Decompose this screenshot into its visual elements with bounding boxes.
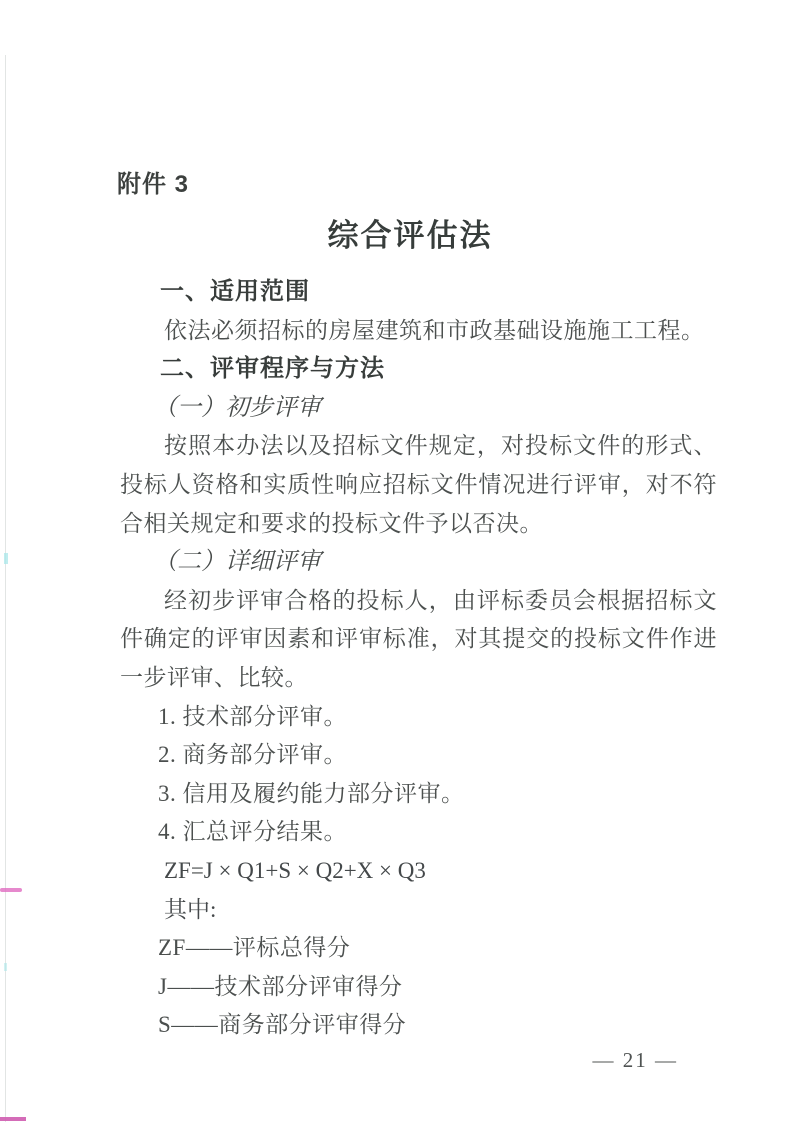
page-number: — 21 — bbox=[592, 1048, 678, 1072]
subheading-preliminary-review: （一）初步评审 bbox=[153, 394, 321, 421]
list-item-summary: 4. 汇总评分结果。 bbox=[158, 819, 347, 845]
paragraph-scope: 依法必须招标的房屋建筑和市政基础设施施工工程。 bbox=[164, 317, 705, 343]
score-formula: ZF=J × Q1+S × Q2+X × Q3 bbox=[164, 857, 426, 883]
definition-zf: ZF——评标总得分 bbox=[158, 935, 351, 961]
document-body bbox=[120, 273, 717, 1045]
subheading-detailed-review: （二）详细评审 bbox=[153, 549, 321, 576]
section-heading-procedure: 二、评审程序与方法 bbox=[160, 355, 385, 383]
scan-speck-cyan bbox=[4, 553, 8, 564]
scan-speck-magenta bbox=[0, 1117, 26, 1121]
scan-speck-cyan bbox=[4, 963, 7, 971]
definition-j: J——技术部分评审得分 bbox=[158, 973, 403, 999]
scan-edge-line bbox=[5, 55, 6, 1122]
list-item-commercial: 2. 商务部分评审。 bbox=[158, 742, 347, 768]
section-heading-scope: 一、适用范围 bbox=[160, 278, 310, 305]
definition-s: S——商务部分评审得分 bbox=[158, 1012, 407, 1038]
where-label: 其中: bbox=[164, 896, 217, 922]
list-item-credit: 3. 信用及履约能力部分评审。 bbox=[158, 780, 465, 806]
list-item-technical: 1. 技术部分评审。 bbox=[158, 703, 347, 729]
attachment-label: 附件 3 bbox=[117, 171, 190, 198]
scan-speck-pink bbox=[0, 888, 22, 892]
page-title: 综合评估法 bbox=[327, 218, 493, 253]
paragraph-detailed-review: 经初步评审合格的投标人，由评标委员会根据招标文件确定的评审因素和评审标准，对其提交的投标文件作进一步评审、比较。 bbox=[120, 587, 717, 690]
paragraph-preliminary-review: 按照本办法以及招标文件规定，对投标文件的形式、投标人资格和实质性响应招标文件情况进行评审，对不符合相关规定和要求的投标文件予以否决。 bbox=[120, 433, 717, 536]
